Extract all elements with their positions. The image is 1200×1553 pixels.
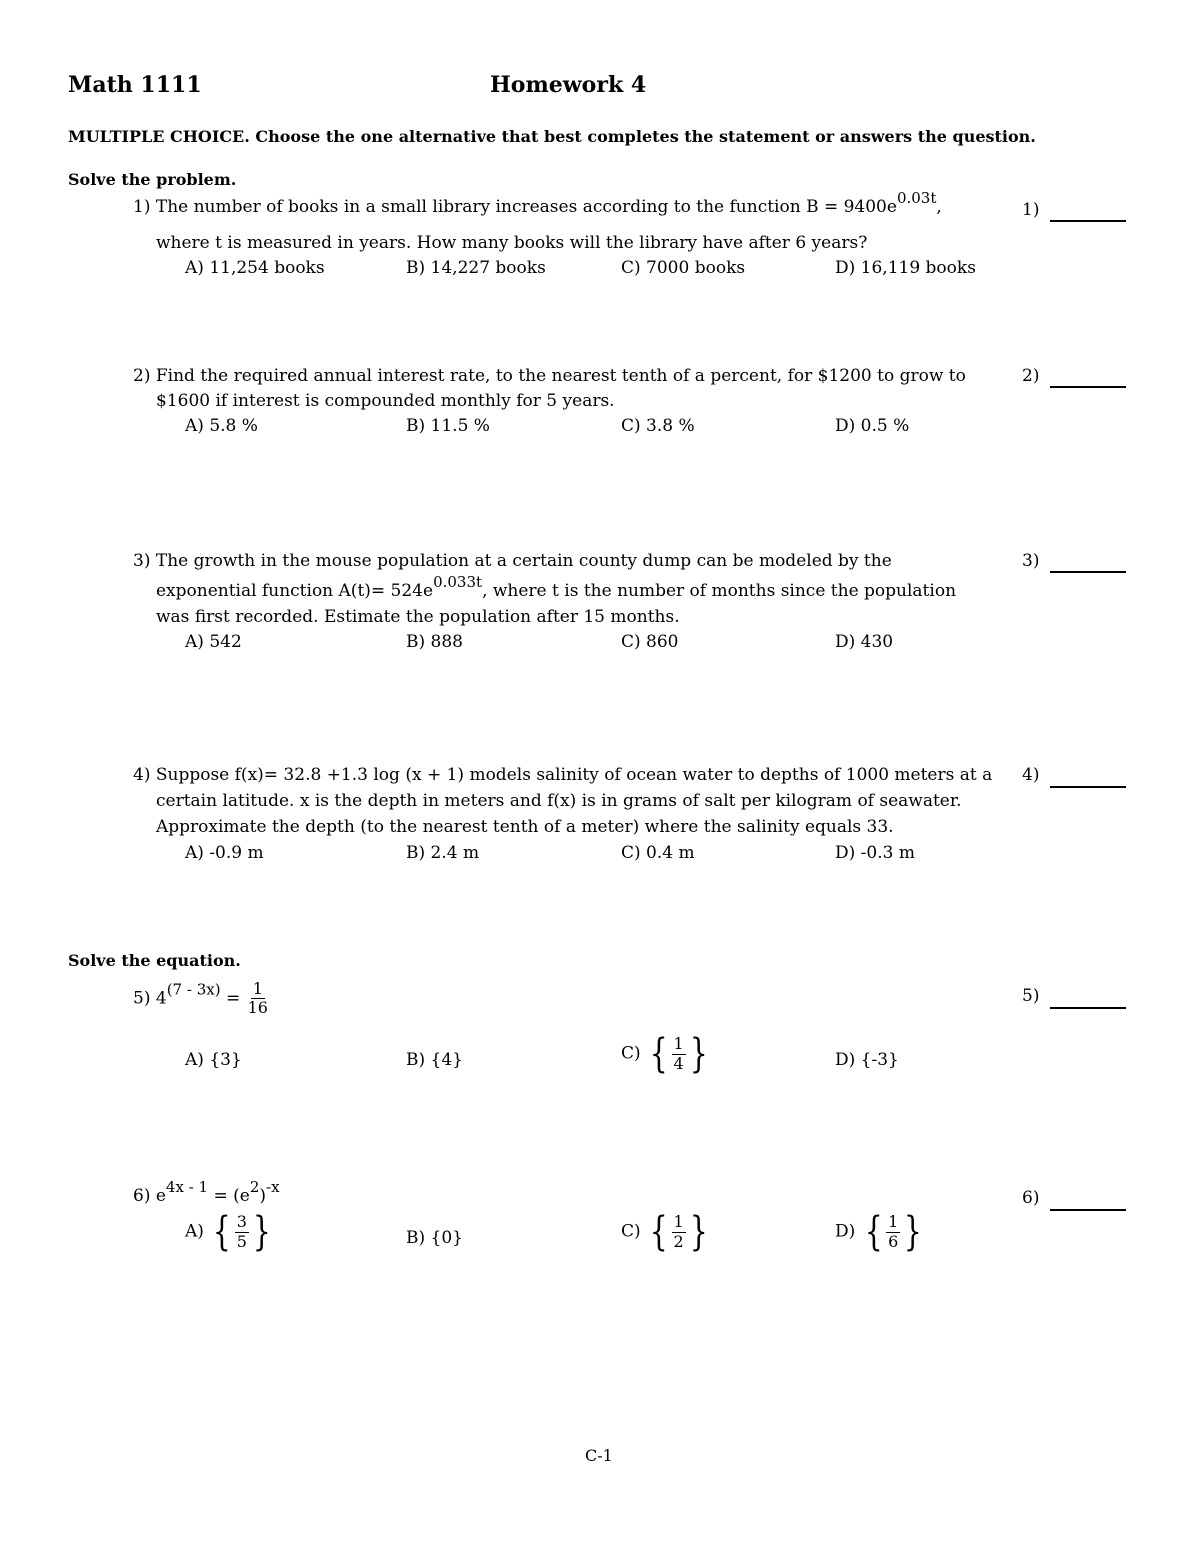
question-4-line-1 — [133, 765, 992, 785]
q6-option-c[interactable] — [621, 1209, 711, 1255]
answer-number-4: 4) — [1022, 765, 1040, 785]
fraction-denominator: 6 — [888, 1231, 899, 1251]
exponent: 4x - 1 — [165, 1178, 209, 1196]
q3-option-a[interactable]: A) 542 — [185, 632, 242, 652]
fraction — [886, 1213, 900, 1251]
punctuation: , — [936, 197, 942, 217]
section-solve-problem: Solve the problem. — [68, 170, 237, 189]
answer-blank-3[interactable] — [1050, 571, 1126, 573]
fraction-denominator: 4 — [673, 1053, 684, 1073]
fraction-denominator: 5 — [236, 1231, 247, 1251]
q4-option-b[interactable]: B) 2.4 m — [406, 843, 480, 863]
question-4-line-3: Approximate the depth (to the nearest tenth of a meter) where the salinity equals 33. — [156, 817, 894, 837]
answer-blank-1[interactable] — [1050, 220, 1126, 222]
q5-option-a[interactable]: A) {3} — [185, 1050, 242, 1070]
question-4-line-2: certain latitude. x is the depth in meters and f(x) is in grams of salt per kilogram of seawater. — [156, 791, 962, 811]
q2-option-c[interactable]: C) 3.8 % — [621, 416, 695, 436]
question-text: The growth in the mouse population at a certain county dump can be modeled by the — [155, 551, 892, 571]
fraction — [672, 1035, 686, 1073]
q6-option-d[interactable] — [835, 1209, 926, 1255]
question-2-line-1 — [133, 366, 966, 386]
q2-option-b[interactable]: B) 11.5 % — [406, 416, 490, 436]
q3-option-d[interactable]: D) 430 — [835, 632, 894, 652]
equation-rhs: = (e — [213, 1186, 250, 1206]
question-text: , where t is the number of months since the population — [482, 581, 957, 601]
exponent: -x — [266, 1178, 280, 1196]
question-number: 5) — [133, 988, 151, 1009]
q5-option-d[interactable]: D) {-3} — [835, 1050, 899, 1070]
exponent: 0.033t — [433, 573, 483, 591]
parenthesis: ) — [259, 1186, 267, 1206]
question-6-equation — [133, 1178, 280, 1206]
q1-option-d[interactable]: D) 16,119 books — [835, 258, 976, 278]
question-1-line-1 — [133, 189, 942, 217]
set-braces: { $\frac{1}{4}$ } — [649, 1031, 708, 1077]
answer-blank-6[interactable] — [1050, 1209, 1126, 1211]
question-3-line-2 — [156, 573, 957, 601]
question-number: 6) — [133, 1186, 151, 1206]
q3-option-c[interactable]: C) 860 — [621, 632, 679, 652]
question-text: exponential function A(t)= 524e — [156, 581, 434, 601]
q1-option-c[interactable]: C) 7000 books — [621, 258, 746, 278]
option-label: C) — [621, 1221, 641, 1242]
equation-base: 4 — [155, 988, 167, 1009]
fraction-numerator: 1 — [673, 1034, 684, 1054]
q5-option-b[interactable]: B) {4} — [406, 1050, 463, 1070]
fraction-denominator: 2 — [673, 1231, 684, 1251]
exponent: (7 - 3x) — [166, 980, 221, 999]
section-solve-equation: Solve the equation. — [68, 951, 241, 970]
q3-option-b[interactable]: B) 888 — [406, 632, 463, 652]
question-1-line-2: where t is measured in years. How many books will the library have after 6 years? — [156, 233, 868, 253]
fraction-numerator: 1 — [252, 979, 263, 998]
question-number: 3) — [133, 551, 151, 571]
answer-number-3: 3) — [1022, 551, 1040, 571]
exponent: 0.03t — [896, 189, 937, 207]
question-text: Find the required annual interest rate, to the nearest tenth of a percent, for $1200 to grow to — [155, 366, 966, 386]
course-title: Math 1111 — [68, 72, 202, 98]
q2-option-a[interactable]: A) 5.8 % — [185, 416, 258, 436]
question-3-line-1 — [133, 551, 892, 571]
question-3-line-3: was first recorded. Estimate the population after 15 months. — [156, 607, 680, 627]
q4-option-a[interactable]: A) -0.9 m — [185, 843, 264, 863]
assignment-title: Homework 4 — [490, 72, 647, 98]
set-braces: { $\frac{3}{5}$ } — [213, 1209, 271, 1255]
fraction — [672, 1213, 686, 1251]
question-number: 4) — [133, 765, 151, 785]
instructions: MULTIPLE CHOICE. Choose the one alternative that best completes the statement or answers the question. — [68, 127, 1036, 146]
answer-number-2: 2) — [1022, 366, 1040, 386]
page-number: C-1 — [585, 1446, 613, 1465]
question-2-line-2: $1600 if interest is compounded monthly for 5 years. — [156, 391, 615, 411]
exponent: 2 — [249, 1178, 260, 1196]
question-text: The number of books in a small library increases according to the function B = 9400e — [155, 197, 897, 217]
equation-base: e — [155, 1186, 166, 1206]
fraction — [246, 980, 270, 1018]
option-label: C) — [621, 1043, 641, 1064]
question-text: Suppose f(x)= 32.8 +1.3 log (x + 1) models salinity of ocean water to depths of 1000 meters at a — [155, 765, 993, 785]
answer-blank-5[interactable] — [1050, 1007, 1126, 1009]
equals-sign: = — [225, 988, 241, 1009]
q5-option-c[interactable] — [621, 1031, 711, 1077]
fraction-numerator: 3 — [236, 1212, 247, 1232]
option-label: A) — [185, 1221, 204, 1242]
fraction-numerator: 1 — [673, 1212, 684, 1232]
fraction-denominator: 16 — [247, 998, 268, 1018]
question-number: 1) — [133, 197, 151, 217]
fraction — [235, 1213, 249, 1251]
q6-option-a[interactable] — [185, 1209, 274, 1255]
q4-option-c[interactable]: C) 0.4 m — [621, 843, 695, 863]
q1-option-b[interactable]: B) 14,227 books — [406, 258, 546, 278]
question-5-equation — [133, 980, 270, 1018]
answer-blank-4[interactable] — [1050, 786, 1126, 788]
answer-number-1: 1) — [1022, 200, 1040, 220]
q6-option-b[interactable]: B) {0} — [406, 1228, 463, 1248]
answer-number-5: 5) — [1022, 986, 1040, 1006]
q1-option-a[interactable]: A) 11,254 books — [185, 258, 325, 278]
set-braces: { $\frac{1}{2}$ } — [649, 1209, 708, 1255]
answer-number-6: 6) — [1022, 1188, 1040, 1208]
set-braces: { $\frac{1}{6}$ } — [864, 1209, 922, 1255]
answer-blank-2[interactable] — [1050, 386, 1126, 388]
q2-option-d[interactable]: D) 0.5 % — [835, 416, 910, 436]
fraction-numerator: 1 — [888, 1212, 899, 1232]
q4-option-d[interactable]: D) -0.3 m — [835, 843, 915, 863]
question-number: 2) — [133, 366, 151, 386]
option-label: D) — [835, 1221, 856, 1242]
